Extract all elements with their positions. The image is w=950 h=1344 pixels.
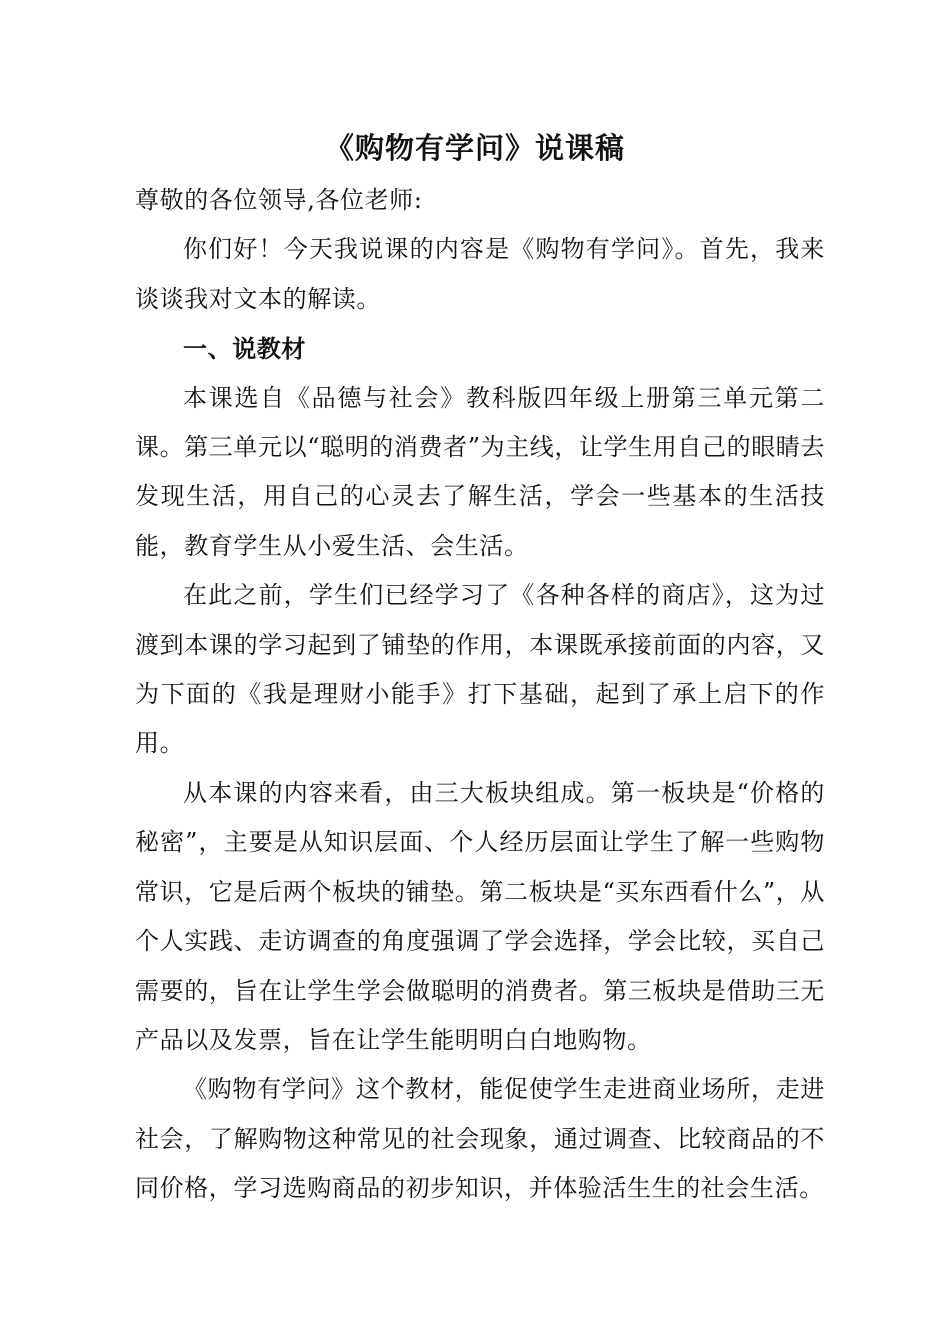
greeting-line: 尊敬的各位领导,各位老师: — [135, 186, 423, 214]
paragraph-textbook-source: 本课选自《品德与社会》教科版四年级上册第三单元第二课。第三单元以“聪明的消费者”为主线，让学生用自己的眼睛去发现生活，用自己的心灵去了解生活，学会一些基本的生活技能，教育学生从小爱生活、会生活。 — [135, 383, 825, 560]
paragraph-prior-learning: 在此之前，学生们已经学习了《各种各样的商店》，这为过渡到本课的学习起到了铺垫的作用，本课既承接前面的内容，又为下面的《我是理财小能手》打下基础，起到了承上启下的作用。 — [135, 581, 825, 758]
document-body — [135, 176, 825, 1214]
paragraph-lesson-content: 从本课的内容来看，由三大板块组成。第一板块是“价格的秘密”，主要是从知识层面、个人经历层面让学生了解一些购物常识，它是后两个板块的铺垫。第二板块是“买东西看什么”，从个人实践、走访调查的角度强调了学会选择，学会比较，买自己需要的，旨在让学生学会做聪明的消费者。第三板块是借助三无产品以及发票，旨在让学生能明明白白地购物。 — [135, 778, 825, 1054]
document-title: 《购物有学问》说课稿 — [324, 131, 625, 165]
section-heading-textbook: 一、说教材 — [183, 334, 306, 364]
paragraph-lesson-value: 《购物有学问》这个教材，能促使学生走进商业场所，走进社会，了解购物这种常见的社会现象，通过调查、比较商品的不同价格，学习选购商品的初步知识，并体验活生生的社会生活。 — [135, 1075, 825, 1203]
intro-paragraph: 你们好！今天我说课的内容是《购物有学问》。首先，我来谈谈我对文本的解读。 — [135, 235, 825, 313]
